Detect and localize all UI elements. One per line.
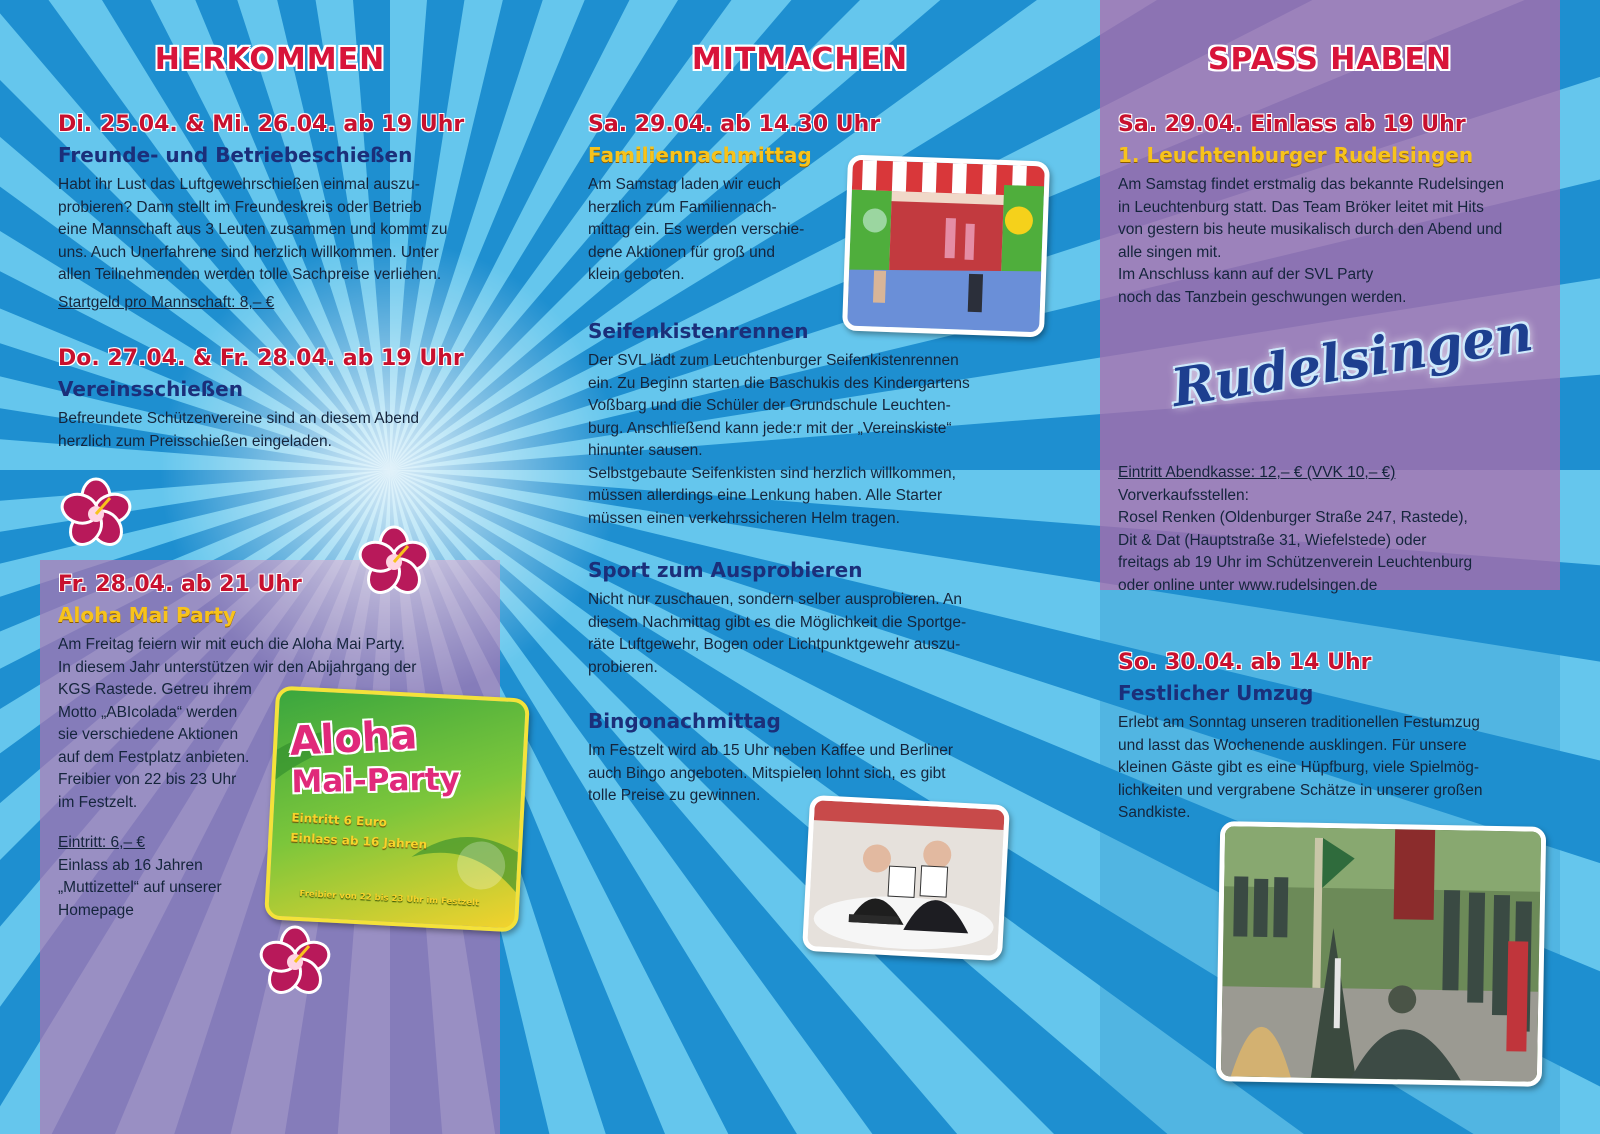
event-description: Am Samstag findet erstmalig das bekannte Rudelsingen in Leuchtenburg statt. Das Team Bröker leitet mit Hits von gestern bis heute musikalisch durch den Abend und alle singen mit. Im Anschluss kann auf der SVL Party noch das Tanzbein geschwungen werden.	[1118, 176, 1504, 306]
parade-image	[1221, 826, 1541, 1081]
poster-entry: Eintritt 6 Euro	[291, 810, 388, 830]
event-title: Aloha Mai Party	[58, 603, 237, 627]
parade-photo	[1216, 821, 1546, 1087]
rudelsingen-tickets: Eintritt Abendkasse: 12,– € (VVK 10,– €) Vorverkaufsstellen: Rosel Renken (Oldenburger Straße 247, Rastede), Dit & Dat (Hauptstraße 31, Wiefelstede) oder freitags ab 19 Uhr im Schützenverein Leuchtenburg oder online unter www.rudelsingen.de	[1118, 458, 1548, 597]
event-description: Am Samstag laden wir euch herzlich zum Familiennach- mittag ein. Es werden verschie- dene Aktionen für groß und klein geboten.	[588, 176, 805, 283]
event-date: Fr. 28.04. ab 21 Uhr	[58, 572, 302, 597]
bingo-image	[807, 800, 1004, 956]
hibiscus-flower-icon	[56, 474, 136, 554]
rudelsingen-logo: Rudelsingen	[1167, 301, 1537, 420]
event-title: Sport zum Ausprobieren	[588, 558, 863, 582]
event-description: Befreundete Schützenvereine sind an diesem Abend herzlich zum Preisschießen eingeladen.	[58, 410, 420, 450]
event-description: Der SVL lädt zum Leuchtenburger Seifenkistenrennen ein. Zu Beginn starten die Baschukis des Kindergartens Voßbarg und die Schüler der Grundschule Leuchten- burg. Anschließend kann jede:r mit der „Vereinskiste“ hinunter sausen. Selbstgebaute Seifenkisten sind herzlich willkommen, müssen allerdings eine Lenkung haben. Alle Starter müssen einen verkehrssicheren Helm tragen.	[588, 352, 970, 527]
poster-title-line2: Mai-Party	[291, 761, 461, 801]
event-date: Do. 27.04. & Fr. 28.04. ab 19 Uhr	[58, 346, 464, 371]
column-title: HERKOMMEN	[154, 42, 386, 77]
event-date: Di. 25.04. & Mi. 26.04. ab 19 Uhr	[58, 112, 465, 137]
event-title: 1. Leuchtenburger Rudelsingen	[1118, 143, 1474, 167]
event-seifenkistenrennen	[588, 316, 1018, 530]
event-fee: Eintritt: 6,– €	[58, 834, 146, 851]
event-description: Habt ihr Lust das Luftgewehrschießen einmal auszu- probieren? Dann stellt im Freundeskreis oder Betrieb eine Mannschaft aus 3 Leuten zusammen und kommt zu uns. Auch Unerfahrene sind herzlich willkommen. Unter allen Teilnehmenden werden tolle Sachpreise verliehen. Startgeld pro Mannschaft: 8,– €	[58, 174, 488, 314]
event-description: Erlebt am Sonntag unseren traditionellen Festumzug und lasst das Wochenende ausklingen. Für unsere kleinen Gäste gibt es eine Hüpfburg, viele Spielmög- lichkeiten und vergrabene Schätze in unserer großen Sandkiste.	[1118, 714, 1483, 821]
event-date: Sa. 29.04. ab 14.30 Uhr	[588, 112, 881, 137]
poster-age: Einlass ab 16 Jahren	[289, 830, 428, 852]
event-description: Im Festzelt wird ab 15 Uhr neben Kaffee und Berliner auch Bingo angeboten. Mitspielen lohnt sich, es gibt tolle Preise zu gewinnen.	[588, 742, 954, 804]
event-description: Am Freitag feiern wir mit euch die Aloha Mai Party. In diesem Jahr unterstützen wir den Abijahrgang der KGS Rastede. Getreu ihrem Motto „ABIcolada“ werden sie verschiedene Aktionen auf dem Festplatz anbieten. Freibier von 22 bis 23 Uhr im Festzelt. Eintritt: 6,– € Einlass ab 16 Jahren „Muttizettel“ auf unserer Homepage	[58, 634, 488, 922]
event-vereinsschiessen	[58, 344, 488, 453]
hibiscus-flower-icon	[255, 922, 335, 1002]
event-date: So. 30.04. ab 14 Uhr	[1118, 650, 1372, 675]
column-title: MITMACHEN	[691, 42, 909, 77]
aloha-party-poster	[264, 686, 530, 933]
event-bingonachmittag	[588, 706, 1018, 808]
event-description: Nicht nur zuschauen, sondern selber ausprobieren. An diesem Nachmittag gibt es die Möglichkeit die Sportge- räte Luftgewehr, Bogen oder Lichtpunktgewehr auszu- probieren.	[588, 591, 967, 676]
event-rudelsingen	[1118, 110, 1548, 309]
bouncy-castle-photo	[842, 155, 1050, 338]
hibiscus-flower-icon	[354, 522, 434, 602]
event-title: Seifenkistenrennen	[588, 319, 809, 343]
event-title: Bingonachmittag	[588, 709, 781, 733]
event-sport-zum-ausprobieren	[588, 555, 1018, 679]
bingo-photo	[802, 795, 1010, 961]
event-title: Vereinsschießen	[58, 377, 243, 401]
event-fee: Startgeld pro Mannschaft: 8,– €	[58, 293, 275, 311]
event-title: Familiennachmittag	[588, 143, 812, 167]
ticket-price: Eintritt Abendkasse: 12,– € (VVK 10,– €)	[1118, 464, 1396, 481]
event-festlicher-umzug	[1118, 648, 1548, 825]
bouncy-castle-image	[847, 160, 1045, 333]
event-freunde-betriebeschiessen	[58, 110, 488, 314]
event-title: Freunde- und Betriebeschießen	[58, 143, 413, 167]
event-title: Festlicher Umzug	[1118, 681, 1314, 705]
event-date: Sa. 29.04. Einlass ab 19 Uhr	[1118, 112, 1466, 137]
poster-freibier: Freibier von 22 bis 23 Uhr im Festzelt	[299, 889, 480, 909]
poster-title-line1: Aloha	[288, 712, 419, 765]
column-title: SPASS HABEN	[1207, 42, 1453, 77]
